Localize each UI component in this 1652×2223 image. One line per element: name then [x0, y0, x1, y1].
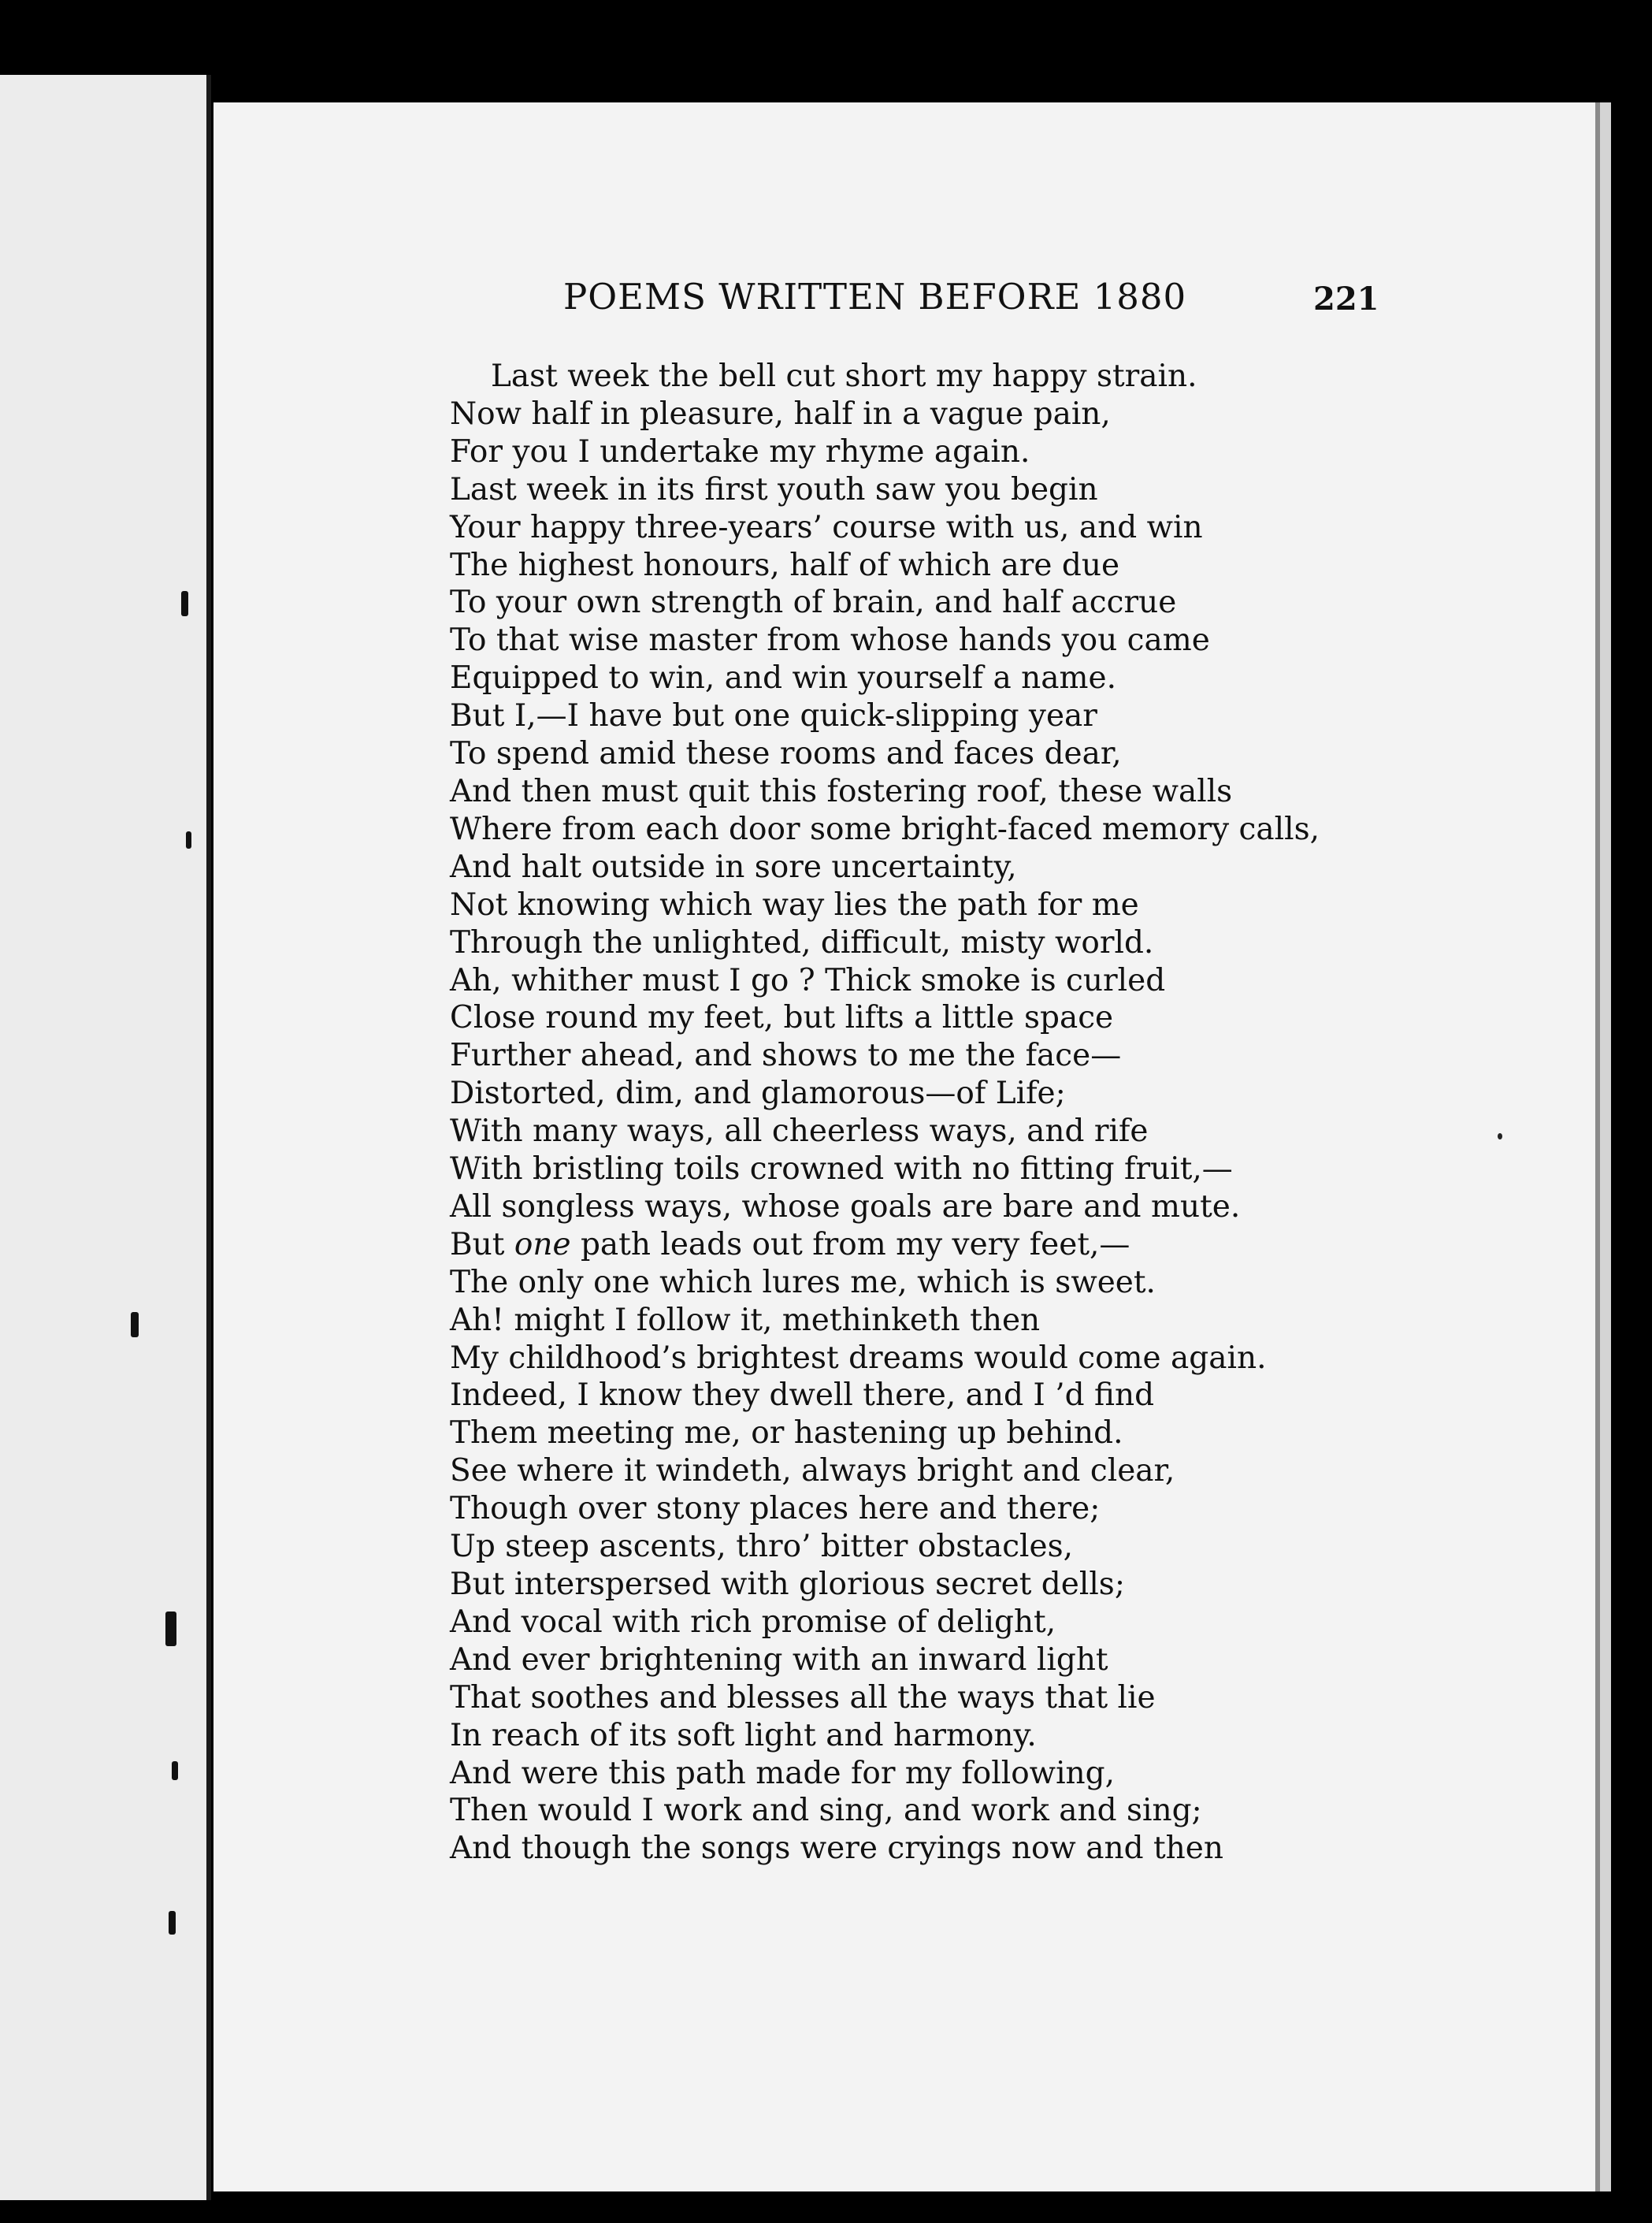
poem-line: Close round my feet, but lifts a little space [450, 1000, 1114, 1036]
poem-line: In reach of its soft light and harmony. [450, 1717, 1037, 1753]
running-head [213, 276, 1611, 331]
page-number: 221 [1313, 281, 1379, 318]
poem-line: For you I undertake my rhyme again. [450, 433, 1030, 470]
poem-line: Them meeting me, or hastening up behind. [450, 1415, 1123, 1452]
poem-line: And then must quit this fostering roof, these walls [450, 773, 1233, 809]
poem-line: And vocal with rich promise of delight, [450, 1604, 1056, 1640]
poem-line: Not knowing which way lies the path for me [450, 887, 1139, 923]
poem-line: Your happy three-years’ course with us, and win [450, 509, 1203, 545]
line-text: path leads out from my very feet,— [570, 1226, 1130, 1262]
poem-line: But I,—I have but one quick-slipping year [450, 698, 1097, 734]
poem-line: With bristling toils crowned with no fitting fruit,— [450, 1151, 1233, 1188]
poem-line: Equipped to win, and win yourself a name. [450, 660, 1116, 697]
facing-page-edge [0, 75, 211, 2200]
poem-line: With many ways, all cheerless ways, and rife [450, 1113, 1149, 1150]
gutter-mark [172, 1761, 178, 1780]
poem-line: To your own strength of brain, and half accrue [450, 585, 1177, 621]
gutter-mark [181, 591, 188, 616]
poem-line: The only one which lures me, which is sweet. [450, 1264, 1156, 1300]
poem-line: And halt outside in sore uncertainty, [450, 849, 1017, 885]
line-text: But [450, 1226, 514, 1262]
poem-line: Now half in pleasure, half in a vague pain, [450, 396, 1111, 432]
poem [450, 358, 1568, 1868]
gutter-mark [186, 831, 191, 849]
poem-line: Last week the bell cut short my happy strain. [491, 359, 1197, 394]
poem-line: Distorted, dim, and glamorous—of Life; [450, 1076, 1066, 1112]
poem-line: And though the songs were cryings now and then [450, 1831, 1223, 1867]
poem-line: Through the unlighted, difficult, misty world. [450, 924, 1154, 961]
poem-line: Though over stony places here and there; [450, 1491, 1101, 1527]
poem-line: My childhood’s brightest dreams would come again. [450, 1340, 1267, 1376]
poem-line: That soothes and blesses all the ways that lie [450, 1679, 1156, 1716]
poem-line-emphasis [450, 1226, 1568, 1264]
poem-line: And were this path made for my following, [450, 1755, 1116, 1791]
poem-line: Where from each door some bright-faced memory calls, [450, 811, 1320, 847]
poem-line: And ever brightening with an inward light [450, 1641, 1108, 1678]
book-page [213, 102, 1611, 2191]
poem-line: Ah! might I follow it, methinketh then [450, 1302, 1041, 1338]
poem-line: Further ahead, and shows to me the face— [450, 1038, 1122, 1074]
poem-line: The highest honours, half of which are due [450, 547, 1120, 583]
poem-line: Up steep ascents, thro’ bitter obstacles, [450, 1529, 1074, 1565]
poem-line: Indeed, I know they dwell there, and I ’d find [450, 1377, 1155, 1414]
poem-line: All songless ways, whose goals are bare and mute. [450, 1188, 1241, 1225]
gutter-mark [131, 1312, 139, 1337]
emphasized-word: one [514, 1226, 571, 1262]
poem-line: See where it windeth, always bright and clear, [450, 1453, 1175, 1489]
gutter-mark [169, 1911, 176, 1935]
poem-line: To that wise master from whose hands you came [450, 623, 1210, 659]
poem-line: But interspersed with glorious secret dells; [450, 1567, 1125, 1602]
poem-line: Then would I work and sing, and work and sing; [450, 1793, 1202, 1829]
print-speck [1498, 1133, 1502, 1139]
gutter-mark [165, 1611, 176, 1646]
section-title: POEMS WRITTEN BEFORE 1880 [563, 276, 1187, 318]
poem-line: To spend amid these rooms and faces dear, [450, 736, 1122, 772]
poem-line: Last week in its first youth saw you begin [450, 471, 1098, 507]
poem-line: Ah, whither must I go ? Thick smoke is curled [450, 962, 1166, 998]
